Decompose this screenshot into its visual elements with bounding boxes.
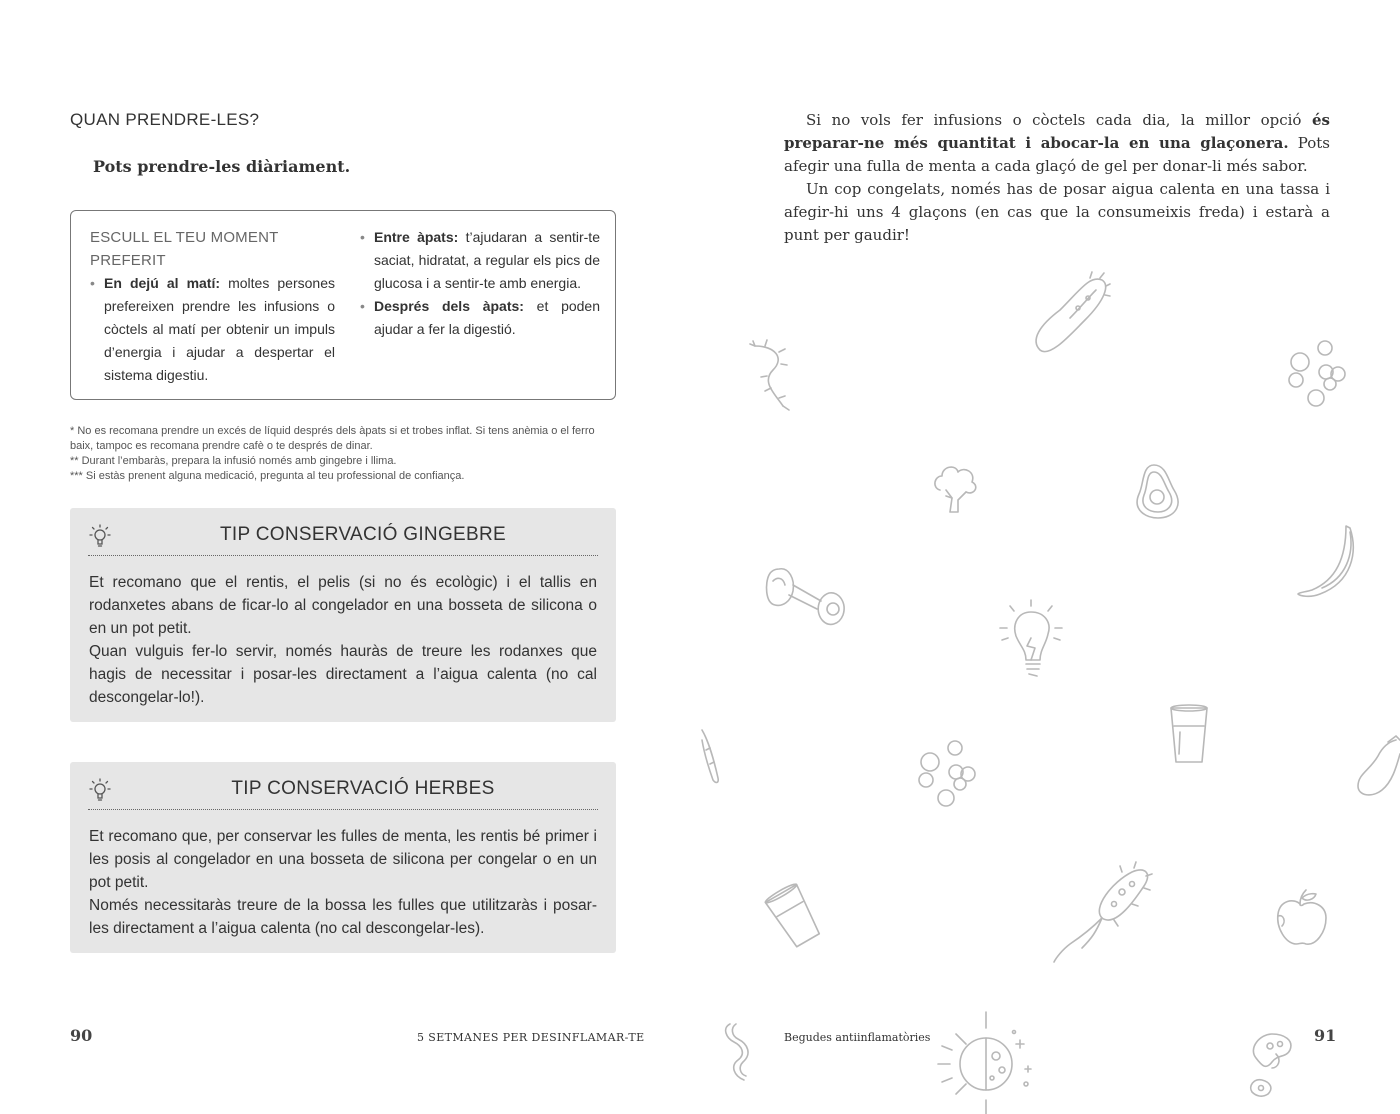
- dotted-divider: [88, 555, 598, 556]
- tip-box-ginger: [70, 508, 616, 722]
- bubbles-icon: [1288, 340, 1348, 410]
- bacteria-icon: [745, 340, 795, 412]
- bullet: •: [360, 229, 365, 245]
- apple-icon: [1274, 888, 1328, 948]
- tip-paragraph: Et recomano que el rentis, el pelis (si no és ecològic) i el tallis en rodanxetes abans de ficar-lo al congelador en una bosseta de silicona o en un pot petit.: [89, 574, 597, 637]
- right-page: [700, 0, 1400, 1114]
- tip-paragraph: Quan vulguis fer-lo servir, només hauràs de treure les rodanxes que hagis de necessitar i posar-les directament a l’aigua calenta (no cal descongelar-lo!).: [89, 643, 597, 706]
- section-heading: QUAN PRENDRE-LES?: [70, 110, 260, 129]
- dotted-divider: [88, 809, 598, 810]
- moment-column-right: [360, 226, 600, 341]
- bacteria-icon: [716, 1022, 756, 1084]
- dumbbell-icon: [763, 563, 851, 629]
- tip-box-herbs: [70, 762, 616, 953]
- running-head: Begudes antiinflamatòries: [784, 1031, 931, 1044]
- lightbulb-icon: [998, 598, 1064, 684]
- paragraph: Si no vols fer infusions o còctels cada dia, la millor opció és preparar-ne més quantitat i abocar-la en una glaçonera. Pots afegir una fulla de menta a cada glaçó de gel per donar-li més sabor.: [784, 111, 1330, 175]
- moment-term: Després dels àpats:: [374, 298, 524, 314]
- paragraph: Un cop congelats, només has de posar aigua calenta en una tassa i afegir-hi uns 4 glaçons (en cas que la consumeixis freda) i estarà a punt per gaudir!: [784, 180, 1330, 244]
- tip-body: [89, 825, 597, 940]
- moment-column-left: [90, 226, 335, 387]
- moment-description: t’ajudaran a sentir-te saciat, hidratat, a regular els pics de glucosa i a sentir-te amb energia.: [374, 229, 600, 291]
- bacteria-icon: [1030, 270, 1110, 360]
- tip-title: TIP CONSERVACIÓ HERBES: [231, 778, 495, 799]
- eggplant-icon: [1356, 734, 1400, 798]
- glass-icon: [1168, 704, 1210, 766]
- page-number: 91: [1314, 1026, 1337, 1045]
- tip-title: TIP CONSERVACIÓ GINGEBRE: [220, 524, 506, 545]
- moment-term: Entre àpats:: [374, 229, 459, 245]
- bullet: •: [90, 275, 95, 291]
- bacteria-icon: [1248, 1028, 1308, 1100]
- moment-item: [90, 272, 335, 387]
- banana-icon: [1296, 522, 1360, 600]
- moment-term: En dejú al matí:: [104, 275, 221, 291]
- tip-paragraph: Només necessitaràs treure de la bossa les fulles que utilitzaràs i posar-les directament a l’aigua calenta (no cal descongelar-les).: [89, 897, 597, 937]
- moment-box-title: ESCULL EL TEU MOMENT PREFERIT: [90, 229, 279, 269]
- footnotes: [70, 424, 618, 484]
- footnote: *** Si estàs prenent alguna medicació, pregunta al teu professional de confiança.: [70, 470, 465, 482]
- glass-icon: [762, 884, 826, 948]
- footnote: * No es recomana prendre un excés de líquid després dels àpats si et trobes inflat. Si tens anèmia o el ferro baix, tampoc es recomana prendre cafè o te després de dinar.: [70, 425, 595, 452]
- bacteria-icon: [1052, 858, 1152, 966]
- moment-box: [70, 210, 616, 400]
- carrot-icon: [700, 726, 724, 786]
- body-text: [784, 109, 1330, 247]
- tip-paragraph: Et recomano que, per conservar les fulles de menta, les rentis bé primer i les posis al congelador en una bosseta de silicona per congelar o en un pot petit.: [89, 828, 597, 891]
- lightbulb-icon: [88, 522, 112, 550]
- moment-description: moltes persones prefereixen prendre les infusions o còctels al matí per obtenir un impuls d’energia i ajudar a despertar el sistema digestiu.: [104, 275, 335, 383]
- sun-moon-icon: [936, 1010, 1040, 1114]
- intro-text: Pots prendre-les diàriament.: [93, 157, 351, 176]
- footnote: ** Durant l’embaràs, prepara la infusió només amb gingebre i llima.: [70, 455, 397, 467]
- lightbulb-icon: [88, 776, 112, 804]
- page-number: 90: [70, 1026, 93, 1045]
- tip-body: [89, 571, 597, 709]
- moment-description: et poden ajudar a fer la digestió.: [374, 298, 600, 337]
- moment-item: [360, 226, 600, 295]
- moment-item: [360, 295, 600, 341]
- avocado-icon: [1134, 462, 1182, 520]
- bullet: •: [360, 298, 365, 314]
- broccoli-icon: [932, 462, 980, 514]
- bubbles-icon: [918, 740, 978, 810]
- running-head: 5 SETMANES PER DESINFLAMAR-TE: [417, 1031, 645, 1044]
